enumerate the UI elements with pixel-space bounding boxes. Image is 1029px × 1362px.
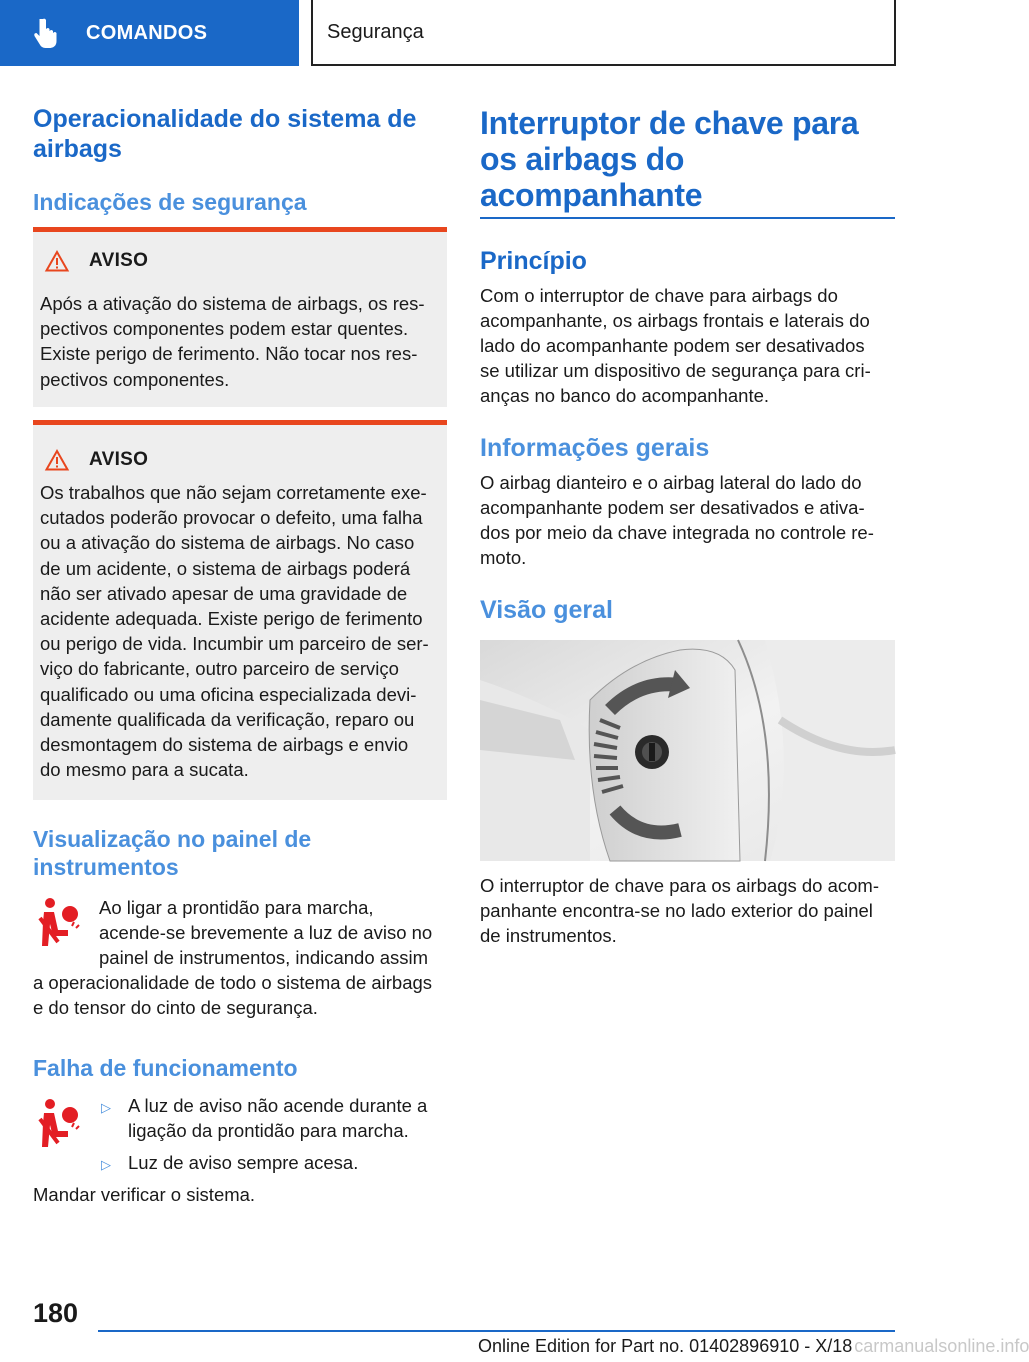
airbag-warning-icon <box>36 1097 80 1151</box>
text-line: ou perigo de vida. Incumbir um parceiro de ser- <box>40 633 429 655</box>
text-line: Ao ligar a prontidão para marcha, <box>99 897 374 918</box>
heading-operacionalidade <box>33 104 447 164</box>
text-line: cutados poderão provocar o defeito, uma falha <box>40 507 423 529</box>
text-line: Existe perigo de ferimento. Não tocar nos res- <box>40 343 418 365</box>
text-line: acende-se brevemente a luz de aviso no <box>99 922 433 943</box>
warning-triangle-icon <box>45 449 69 471</box>
text-line: de um acidente, o sistema de airbags poderá <box>40 557 411 579</box>
heading-indicacoes: Indicações de segurança <box>33 189 307 215</box>
visao-text <box>480 873 895 948</box>
text-line: e do tensor do cinto de segurança. <box>33 997 318 1018</box>
heading-line: Visualização no painel de <box>33 826 312 852</box>
hand-pointer-icon <box>34 17 64 49</box>
text-line: painel de instrumentos, indicando assim <box>99 947 429 968</box>
chapter-header <box>311 0 896 66</box>
visualizacao-text-indent <box>99 895 449 970</box>
text-line: damente qualificada da verificação, reparo ou <box>40 708 415 730</box>
heading-line: acompanhante <box>480 177 703 213</box>
airbag-warning-icon <box>36 896 80 950</box>
heading-principio: Princípio <box>480 247 587 275</box>
text-line: Os trabalhos que não sejam corretamente exe- <box>40 482 427 503</box>
text-line: A luz de aviso não acende durante a <box>128 1095 428 1116</box>
warning-triangle-icon <box>45 250 69 272</box>
text-line: ligação da prontidão para marcha. <box>128 1120 409 1141</box>
chapter-title: Segurança <box>327 20 424 43</box>
dashboard-key-switch-photo <box>480 640 895 861</box>
heading-line: airbags <box>33 135 122 163</box>
text-line: pectivos componentes. <box>40 368 230 390</box>
text-line: se utilizar um dispositivo de segurança para cri- <box>480 360 871 381</box>
text-line: lado do acompanhante podem ser desativados <box>480 335 865 356</box>
text-line: dos por meio da chave integrada no controle re- <box>480 522 874 543</box>
footer-rule <box>98 1330 895 1332</box>
heading-main <box>480 105 895 213</box>
heading-informacoes: Informações gerais <box>480 434 710 462</box>
heading-visao: Visão geral <box>480 596 613 624</box>
text-line: não ser ativado apesar de uma gravidade de <box>40 582 408 604</box>
text-line: O airbag dianteiro e o airbag lateral do lado do <box>480 472 862 493</box>
text-line: qualificado ou uma oficina especializada devi- <box>40 683 417 705</box>
text-line: ou a ativação do sistema de airbags. No caso <box>40 532 415 554</box>
heading-line: instrumentos <box>33 854 179 880</box>
text-line: Após a ativação do sistema de airbags, os res- <box>40 293 425 314</box>
heading-rule <box>480 217 895 219</box>
text-line: viço do fabricante, outro parceiro de serviço <box>40 658 399 680</box>
text-line: acompanhante podem ser desativados e ativa- <box>480 497 865 518</box>
principio-text <box>480 283 895 408</box>
footer-edition <box>478 1336 1029 1357</box>
warning-box-1 <box>33 227 447 407</box>
list-item <box>101 1093 446 1143</box>
heading-line: Interruptor de chave para <box>480 105 859 141</box>
heading-line: Operacionalidade do sistema de <box>33 105 417 133</box>
falha-note: Mandar verificar o sistema. <box>33 1184 256 1205</box>
text-line: O interruptor de chave para os airbags do acom- <box>480 875 879 896</box>
triangle-bullet-icon: ▷ <box>101 1157 111 1172</box>
heading-line: os airbags do <box>480 141 685 177</box>
warning-label: AVISO <box>89 449 149 470</box>
triangle-bullet-icon: ▷ <box>101 1100 111 1115</box>
list-item-text <box>128 1093 427 1143</box>
visualizacao-text <box>33 970 453 1020</box>
warning-text <box>40 291 444 392</box>
warning-header <box>45 250 148 272</box>
text-line: acidente adequada. Existe perigo de ferimento <box>40 608 423 630</box>
warning-text <box>40 480 444 782</box>
heading-visualizacao <box>33 825 447 881</box>
watermark-text: carmanualsonline.info <box>854 1336 1029 1356</box>
text-line: Luz de aviso sempre acesa. <box>128 1152 359 1173</box>
informacoes-text <box>480 470 895 570</box>
warning-header <box>45 449 148 471</box>
text-line: de instrumentos. <box>480 925 617 946</box>
text-line: desmontagem do sistema de airbags e envio <box>40 734 409 756</box>
edition-text: Online Edition for Part no. 01402896910 - X/18 <box>478 1336 853 1356</box>
text-line: moto. <box>480 547 527 568</box>
text-line: panhante encontra-se no lado exterior do painel <box>480 900 873 921</box>
section-tab-label: COMANDOS <box>86 21 208 44</box>
warning-box-2 <box>33 420 447 800</box>
text-line: pectivos componentes podem estar quentes. <box>40 318 409 340</box>
list-item-text <box>128 1150 358 1177</box>
section-tab[interactable] <box>0 0 299 66</box>
list-item <box>101 1150 446 1177</box>
text-line: a operacionalidade de todo o sistema de airbags <box>33 972 433 993</box>
page-number: 180 <box>33 1298 79 1328</box>
text-line: anças no banco do acompanhante. <box>480 385 770 406</box>
text-line: Com o interruptor de chave para airbags do <box>480 285 838 306</box>
text-line: acompanhante, os airbags frontais e laterais do <box>480 310 870 331</box>
heading-falha: Falha de funcionamento <box>33 1055 298 1081</box>
warning-label: AVISO <box>89 250 149 271</box>
text-line: do mesmo para a sucata. <box>40 759 249 781</box>
